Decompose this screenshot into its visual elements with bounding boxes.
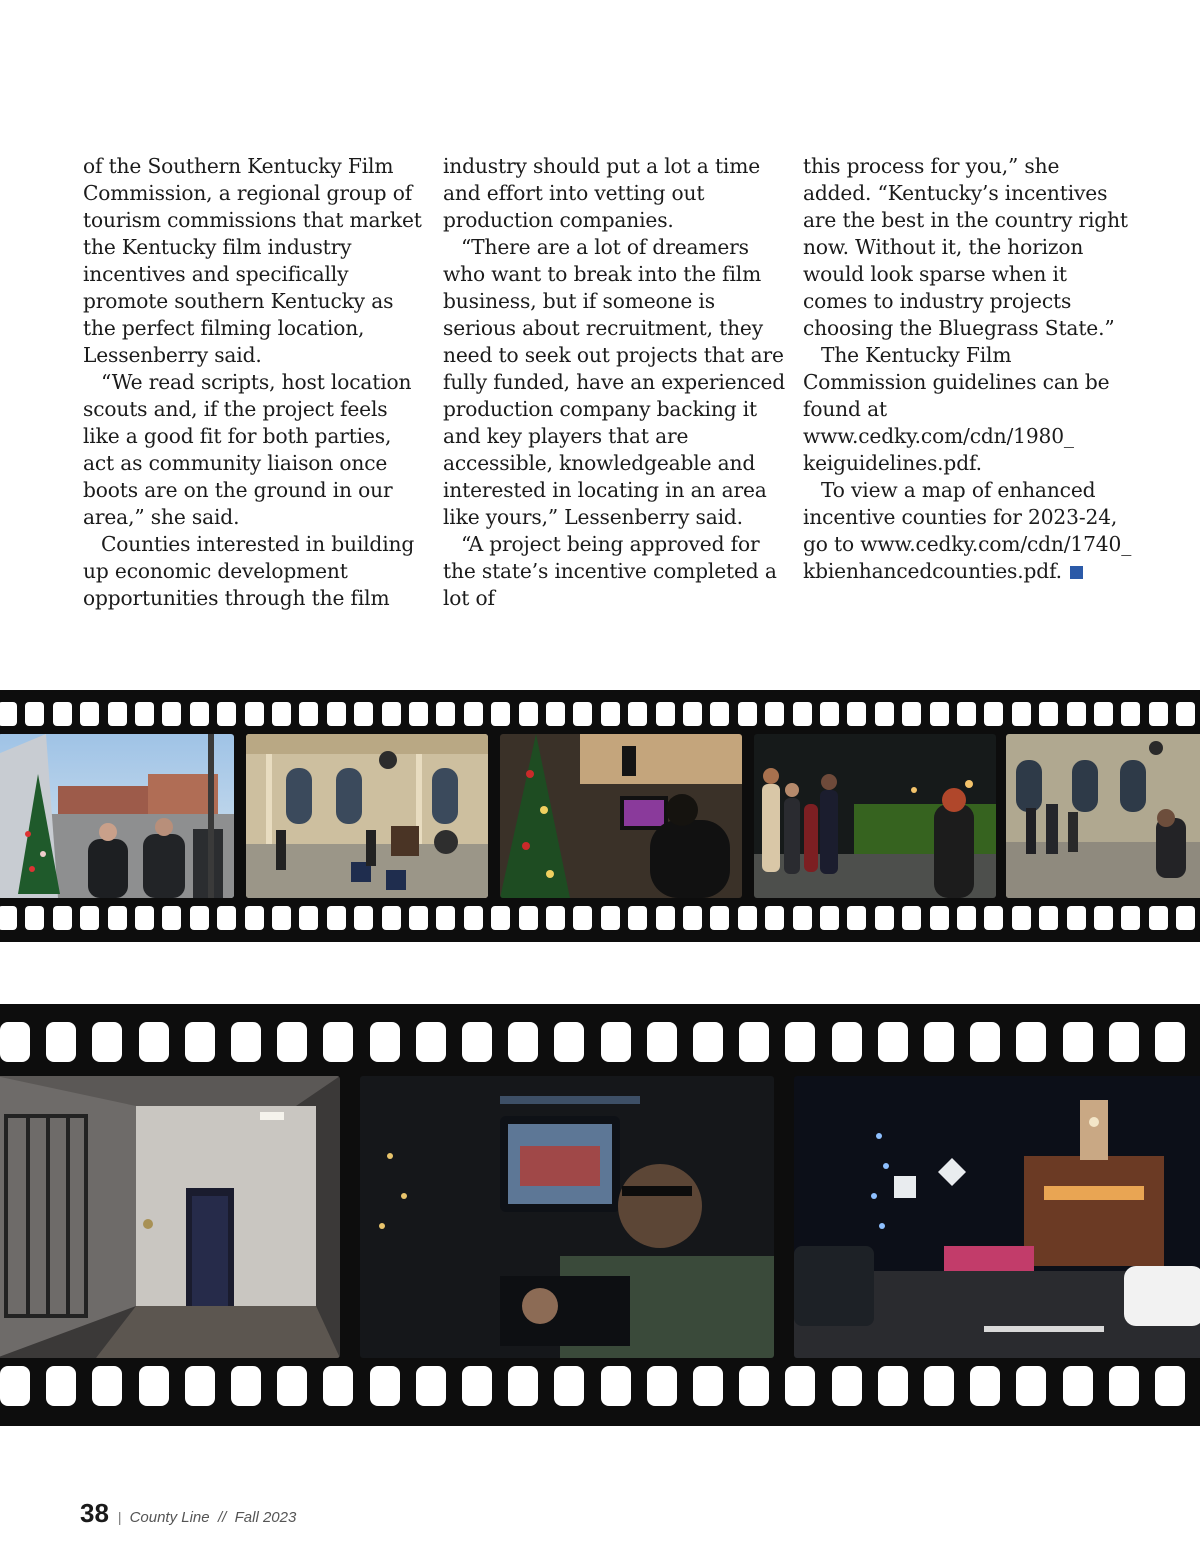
photo-street-film-crew [0,734,234,898]
article-column-1 [83,153,423,612]
sprocket-hole [601,906,620,930]
sprocket-hole [656,906,675,930]
sprocket-hole [139,1366,169,1406]
sprocket-hole [409,906,428,930]
article-paragraph: “We read scripts, host location scouts and, if the project feels like a good fit for both parties, act as community liaison once boots are on the ground in our area,” she said. [83,370,412,529]
sprocket-hole [656,702,675,726]
sprocket-hole [162,702,181,726]
sprocket-hole [519,702,538,726]
sprocket-hole [647,1366,677,1406]
sprocket-hole [832,1022,862,1062]
sprocket-hole [25,702,44,726]
sprocket-holes-top [0,702,1200,726]
sprocket-holes-bottom [0,906,1200,930]
sprocket-hole [878,1366,908,1406]
sprocket-hole [738,906,757,930]
sprocket-hole [601,1366,631,1406]
sprocket-hole [546,906,565,930]
sprocket-hole [299,702,318,726]
sprocket-hole [0,702,17,726]
sprocket-hole [601,1022,631,1062]
sprocket-hole [683,906,702,930]
sprocket-hole [1067,702,1086,726]
sprocket-hole [902,702,921,726]
sprocket-hole [108,702,127,726]
sprocket-hole [875,702,894,726]
sprocket-hole [554,1022,584,1062]
sprocket-hole [785,1022,815,1062]
sprocket-hole [1155,1022,1185,1062]
sprocket-hole [92,1366,122,1406]
sprocket-hole [382,906,401,930]
sprocket-hole [1121,702,1140,726]
sprocket-hole [573,702,592,726]
sprocket-holes-top-large [0,1022,1200,1062]
article-paragraph: this process for you,” she added. “Kentucky’s incentives are the best in the country right now. Without it, the horizon would look sparse when it comes to industry projects choosing the Bluegrass State.” [803,154,1128,340]
sprocket-hole [957,702,976,726]
sprocket-hole [299,906,318,930]
sprocket-hole [277,1366,307,1406]
sprocket-hole [1094,702,1113,726]
article-column-3 [803,153,1133,585]
sprocket-hole [53,906,72,930]
sprocket-hole [601,702,620,726]
photo-hall-interior-crowd [1006,734,1200,898]
sprocket-hole [185,1022,215,1062]
footer-separator: | [117,1509,122,1525]
sprocket-hole [108,906,127,930]
sprocket-hole [902,906,921,930]
sprocket-hole [185,1366,215,1406]
sprocket-hole [327,906,346,930]
filmstrip-top [0,690,1200,942]
page-footer [80,1498,296,1532]
sprocket-hole [1109,1022,1139,1062]
sprocket-hole [462,1366,492,1406]
sprocket-hole [785,1366,815,1406]
article-paragraph: To view a map of enhanced incentive counties for 2023-24, go to www.cedky.com/cdn/1740_ kbienhancedcounties.pdf. [803,478,1132,583]
sprocket-hole [53,702,72,726]
photo-hall-interior-set [246,734,488,898]
sprocket-hole [957,906,976,930]
photo-christmas-tree-monitor [500,734,742,898]
photo-night-courthouse-square [794,1076,1200,1358]
sprocket-hole [847,702,866,726]
sprocket-hole [546,702,565,726]
sprocket-hole [245,906,264,930]
sprocket-hole [970,1022,1000,1062]
sprocket-hole [793,906,812,930]
sprocket-hole [554,1366,584,1406]
sprocket-hole [693,1366,723,1406]
sprocket-hole [462,1022,492,1062]
sprocket-hole [217,906,236,930]
sprocket-hole [272,906,291,930]
sprocket-hole [80,702,99,726]
sprocket-hole [738,702,757,726]
sprocket-hole [628,906,647,930]
sprocket-hole [924,1366,954,1406]
sprocket-hole [92,1022,122,1062]
page-number: 38 [80,1498,109,1528]
photo-basement-jail-corridor [0,1076,340,1358]
sprocket-hole [491,702,510,726]
sprocket-hole [0,1366,30,1406]
sprocket-hole [139,1022,169,1062]
sprocket-hole [0,906,17,930]
sprocket-hole [1016,1366,1046,1406]
sprocket-hole [1012,906,1031,930]
article-paragraph: Counties interested in building up economic development opportunities through the film [83,532,415,610]
sprocket-hole [647,1022,677,1062]
sprocket-hole [0,1022,30,1062]
sprocket-hole [323,1022,353,1062]
sprocket-hole [46,1366,76,1406]
sprocket-hole [628,702,647,726]
article-paragraph: of the Southern Kentucky Film Commission, a regional group of tourism commissions that market the Kentucky film industry incentives and specifically promote southern Kentucky as the perfect filming location, Lessenberry said. [83,154,422,367]
sprocket-hole [416,1022,446,1062]
sprocket-hole [464,906,483,930]
sprocket-hole [436,702,455,726]
sprocket-hole [382,702,401,726]
sprocket-hole [820,702,839,726]
sprocket-hole [354,702,373,726]
sprocket-hole [1012,702,1031,726]
sprocket-hole [820,906,839,930]
filmstrip-bottom [0,1004,1200,1426]
sprocket-hole [739,1022,769,1062]
sprocket-hole [573,906,592,930]
sprocket-hole [370,1022,400,1062]
sprocket-hole [1149,906,1168,930]
sprocket-hole [46,1022,76,1062]
sprocket-hole [80,906,99,930]
sprocket-hole [1016,1022,1046,1062]
sprocket-hole [1063,1022,1093,1062]
sprocket-hole [739,1366,769,1406]
sprocket-hole [1039,906,1058,930]
article-paragraph: The Kentucky Film Commission guidelines can be found at www.cedky.com/cdn/1980_ keiguidelines.pdf. [803,343,1110,475]
sprocket-hole [875,906,894,930]
sprocket-hole [1067,906,1086,930]
article-column-2 [443,153,788,612]
sprocket-hole [162,906,181,930]
sprocket-hole [416,1366,446,1406]
photo-camera-operator-monitor [360,1076,774,1358]
sprocket-hole [847,906,866,930]
sprocket-hole [491,906,510,930]
sprocket-hole [765,906,784,930]
sprocket-hole [231,1366,261,1406]
sprocket-hole [878,1022,908,1062]
sprocket-hole [323,1366,353,1406]
sprocket-hole [1176,906,1195,930]
sprocket-hole [710,702,729,726]
sprocket-hole [693,1022,723,1062]
sprocket-hole [1149,702,1168,726]
sprocket-hole [832,1366,862,1406]
sprocket-hole [984,702,1003,726]
sprocket-hole [1121,906,1140,930]
sprocket-hole [272,702,291,726]
sprocket-hole [190,906,209,930]
sprocket-hole [1063,1366,1093,1406]
sprocket-hole [245,702,264,726]
sprocket-hole [464,702,483,726]
sprocket-hole [1039,702,1058,726]
publication-line: County Line // Fall 2023 [129,1509,297,1526]
sprocket-hole [930,906,949,930]
sprocket-hole [370,1366,400,1406]
sprocket-hole [519,906,538,930]
sprocket-hole [793,702,812,726]
sprocket-hole [710,906,729,930]
sprocket-hole [25,906,44,930]
sprocket-hole [277,1022,307,1062]
sprocket-hole [930,702,949,726]
sprocket-hole [508,1022,538,1062]
sprocket-hole [190,702,209,726]
photo-night-cast-lawn [754,734,996,898]
sprocket-hole [327,702,346,726]
sprocket-hole [683,702,702,726]
sprocket-hole [984,906,1003,930]
sprocket-hole [1155,1366,1185,1406]
sprocket-hole [970,1366,1000,1406]
article-end-mark [1070,566,1083,579]
article-paragraph: industry should put a lot a time and effort into vetting out production companies. [443,154,760,232]
article-paragraph: “A project being approved for the state’s incentive completed a lot of [443,532,777,610]
sprocket-hole [135,702,154,726]
sprocket-hole [1176,702,1195,726]
sprocket-hole [924,1022,954,1062]
sprocket-hole [508,1366,538,1406]
sprocket-hole [354,906,373,930]
sprocket-holes-bottom-large [0,1366,1200,1406]
sprocket-hole [231,1022,261,1062]
sprocket-hole [765,702,784,726]
sprocket-hole [1109,1366,1139,1406]
sprocket-hole [436,906,455,930]
sprocket-hole [1094,906,1113,930]
article-paragraph: “There are a lot of dreamers who want to break into the film business, but if someone is serious about recruitment, they need to seek out projects that are fully funded, have an experienced production company backing it and key players that are accessible, knowledgeable and interested in locating in an area like yours,” Lessenberry said. [443,235,786,529]
sprocket-hole [217,702,236,726]
sprocket-hole [135,906,154,930]
sprocket-hole [409,702,428,726]
